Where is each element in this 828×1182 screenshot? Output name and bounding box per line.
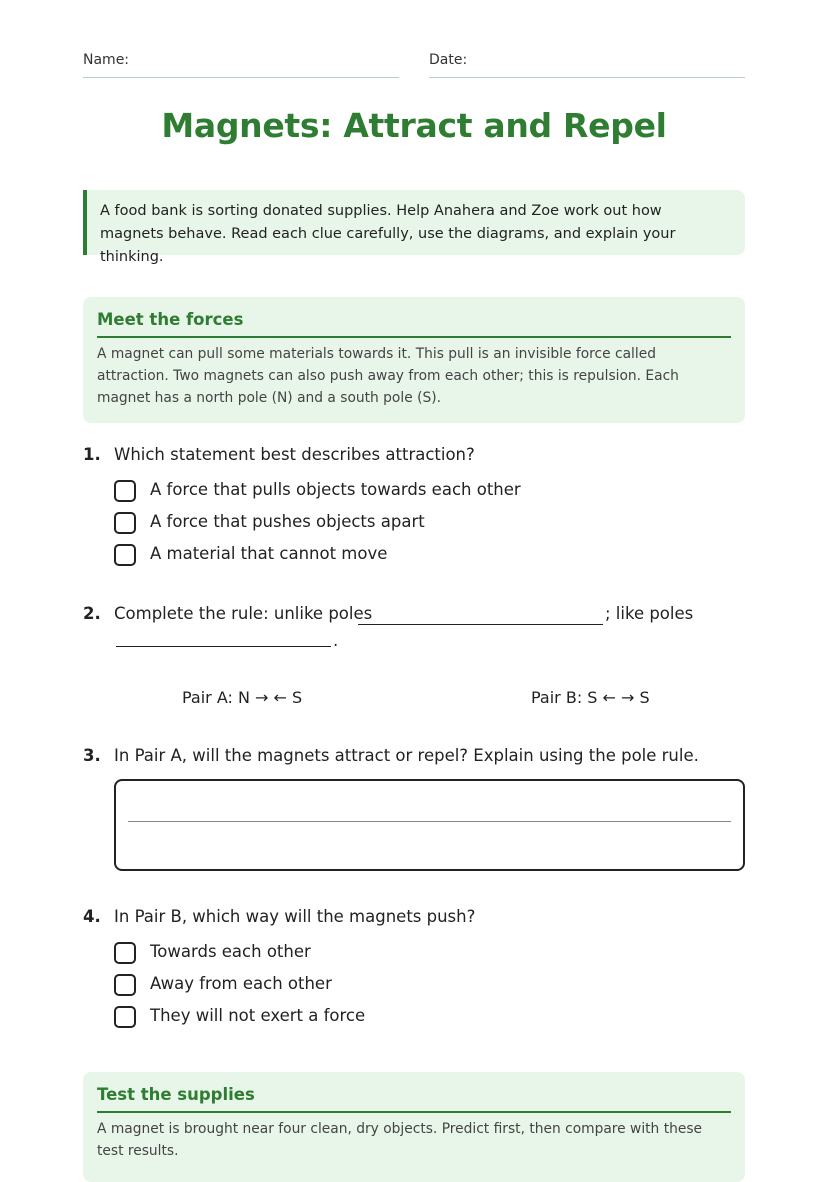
test-the-supplies-panel — [83, 1072, 745, 1182]
question-number: 3. — [83, 746, 101, 765]
question-text: In Pair A, will the magnets attract or repel? Explain using the pole rule. — [114, 746, 699, 765]
question-text: In Pair B, which way will the magnets push? — [114, 907, 476, 926]
meet-the-forces-panel — [83, 297, 745, 423]
checkbox[interactable] — [114, 974, 136, 996]
question-text: Which statement best describes attraction? — [114, 445, 475, 464]
intro-callout: A food bank is sorting donated supplies. Help Anahera and Zoe work out how magnets behave. Read each clue carefully, use the diagrams, and explain your thinking. — [83, 190, 745, 255]
option-label: A material that cannot move — [150, 544, 388, 563]
checkbox[interactable] — [114, 544, 136, 566]
question-2-end — [333, 631, 353, 650]
header-row — [83, 52, 745, 78]
option-label: They will not exert a force — [150, 1006, 366, 1025]
question-number: 4. — [83, 907, 101, 926]
option-label: A force that pulls objects towards each other — [150, 480, 521, 499]
checkbox[interactable] — [114, 480, 136, 502]
checkbox[interactable] — [114, 942, 136, 964]
test-the-supplies-heading: Test the supplies — [97, 1085, 731, 1113]
page-title: Magnets: Attract and Repel — [161, 106, 667, 145]
test-the-supplies-text: A magnet is brought near four clean, dry objects. Predict first, then compare with these test results. — [97, 1121, 703, 1159]
option-label: A force that pushes objects apart — [150, 512, 425, 531]
unlike-poles-blank[interactable] — [358, 606, 603, 625]
option-label: Towards each other — [150, 942, 311, 961]
checkbox[interactable] — [114, 512, 136, 534]
question-number: 2. — [83, 604, 101, 623]
date-label: Date: — [429, 52, 468, 68]
pair-a-diagram: Pair A: N → ← S — [182, 688, 303, 707]
meet-the-forces-text: A magnet can pull some materials towards it. This pull is an invisible force called attraction. Two magnets can also push away from each other; this is repulsion. Each magnet has a north pole (N) and a south pole (S). — [97, 346, 679, 406]
period-text: . — [333, 631, 339, 650]
like-poles-blank[interactable] — [116, 628, 331, 647]
question-text-middle: ; like poles — [605, 604, 694, 623]
name-field[interactable] — [83, 52, 399, 78]
meet-the-forces-heading: Meet the forces — [97, 310, 731, 338]
q3-answer-box[interactable] — [114, 779, 745, 871]
option-label: Away from each other — [150, 974, 332, 993]
pair-b-diagram: Pair B: S ← → S — [531, 688, 650, 707]
answer-line — [128, 821, 731, 822]
question-text-start: Complete the rule: unlike poles — [114, 604, 373, 623]
checkbox[interactable] — [114, 1006, 136, 1028]
name-label: Name: — [83, 52, 130, 68]
date-field[interactable] — [429, 52, 745, 78]
question-number: 1. — [83, 445, 101, 464]
